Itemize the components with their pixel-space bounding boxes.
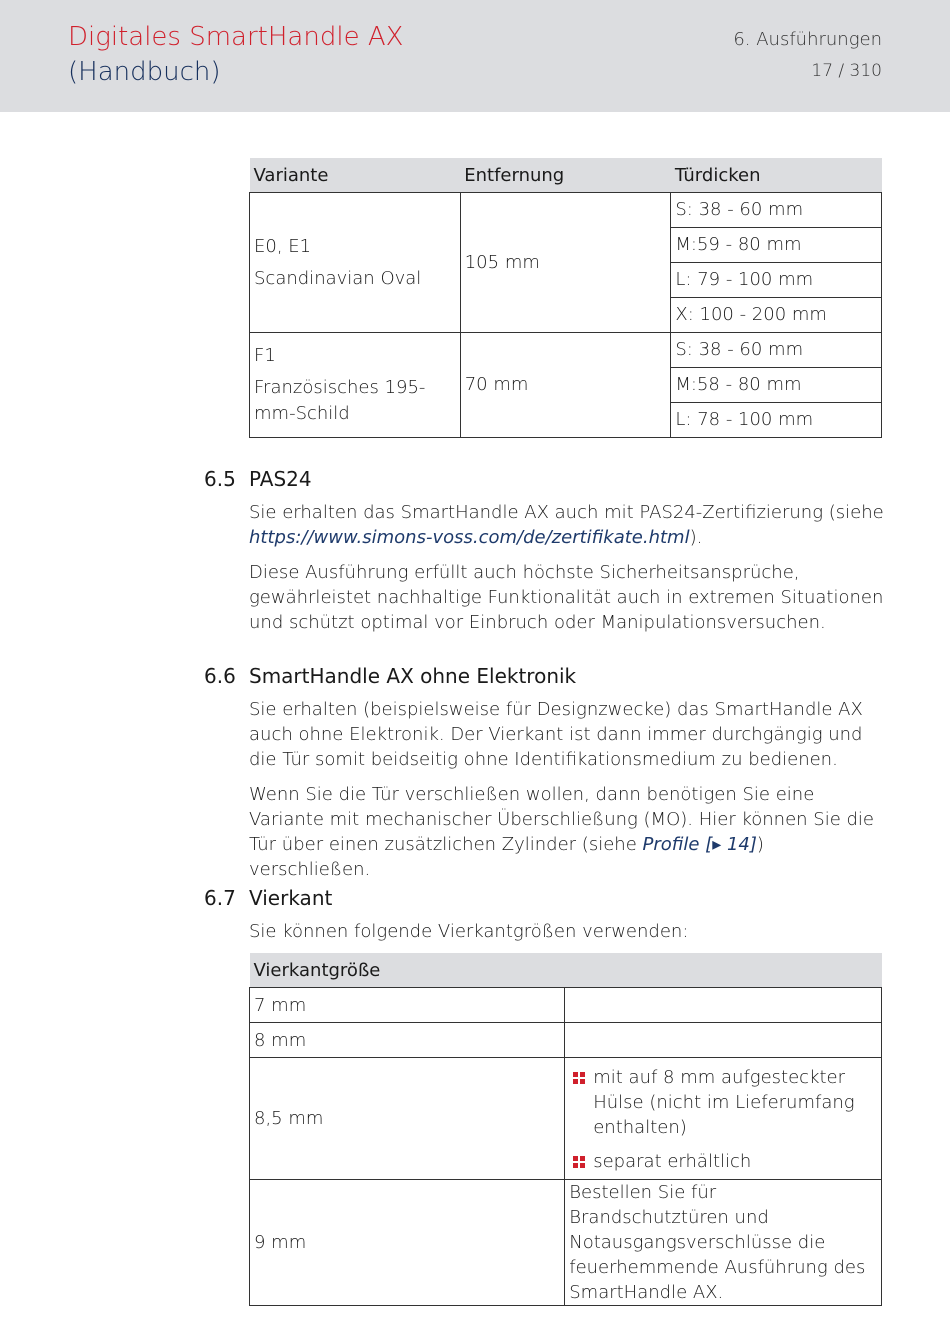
page-number: 17 / 310 xyxy=(811,61,882,81)
note-cell xyxy=(565,988,882,1023)
brand-subtitle: (Handbuch) xyxy=(68,57,221,87)
square-spindle-table xyxy=(249,953,882,1306)
paragraph-text: Sie erhalten das SmartHandle AX auch mit PAS24-Zertifizierung (siehe xyxy=(249,502,884,523)
thickness-cell: L: 78 - 100 mm xyxy=(671,403,882,438)
size-cell: 8 mm xyxy=(250,1023,565,1058)
variant-cell xyxy=(250,193,461,333)
note-cell: Bestellen Sie für Brandschutztüren und Notausgangsverschlüsse die feuerhemmende Ausführung des SmartHandle AX. xyxy=(565,1180,882,1306)
note-cell xyxy=(565,1058,882,1180)
paragraph xyxy=(249,500,889,550)
thickness-cell: M:59 - 80 mm xyxy=(671,228,882,263)
thickness-cell: X: 100 - 200 mm xyxy=(671,298,882,333)
variant-cell xyxy=(250,333,461,438)
table-row xyxy=(250,1058,882,1180)
paragraph: Sie erhalten (beispielsweise für Designzwecke) das SmartHandle AX auch ohne Elektronik. Der Vierkant ist dann immer durchgängig und die Tür somit beidseitig ohne Identifikationsmedium zu bedienen. xyxy=(249,699,863,770)
variant-line: Französisches 195- xyxy=(254,377,426,398)
distance-cell: 70 mm xyxy=(460,333,671,438)
thickness-cell: S: 38 - 60 mm xyxy=(671,193,882,228)
paragraph: Sie können folgende Vierkantgrößen verwenden: xyxy=(249,921,689,942)
section-title: Vierkant xyxy=(249,886,333,910)
thickness-cell: M:58 - 80 mm xyxy=(671,368,882,403)
section-title: PAS24 xyxy=(249,467,312,491)
page-header xyxy=(0,0,950,112)
table-row xyxy=(250,988,882,1023)
list-item xyxy=(573,1065,877,1140)
distance-cell: 105 mm xyxy=(460,193,671,333)
table-row xyxy=(250,1180,882,1306)
variants-table xyxy=(249,158,882,438)
section-title: SmartHandle AX ohne Elektronik xyxy=(249,664,577,688)
table-row xyxy=(250,1023,882,1058)
paragraph-text: ) verschließen. xyxy=(249,834,764,880)
section-number: 6.5 xyxy=(204,467,236,491)
thickness-cell: S: 38 - 60 mm xyxy=(671,333,882,368)
variant-line: E0, E1 xyxy=(254,235,312,257)
table-row xyxy=(250,333,882,368)
paragraph xyxy=(249,782,889,882)
note-cell xyxy=(565,1023,882,1058)
certificate-link[interactable]: https://www.simons-voss.com/de/zertifikate.html xyxy=(249,527,690,548)
column-header-variante: Variante xyxy=(250,158,461,193)
column-header-vierkantgroesse: Vierkantgröße xyxy=(250,953,882,988)
section-number: 6.7 xyxy=(204,886,236,910)
thickness-cell: L: 79 - 100 mm xyxy=(671,263,882,298)
column-header-tuerdicken: Türdicken xyxy=(671,158,882,193)
variant-line: F1 xyxy=(254,345,276,366)
size-cell: 9 mm xyxy=(250,1180,565,1306)
chapter-title: 6. Ausführungen xyxy=(733,29,882,50)
table-header-row xyxy=(250,158,882,193)
paragraph-text: Wenn Sie die Tür verschließen wollen, dann benötigen Sie eine Variante mit mechanischer Überschließung (MO). Hier können Sie die Tür über einen zusätzlichen Zylinder (siehe xyxy=(249,784,874,855)
paragraph-text: ). xyxy=(689,527,703,548)
variant-line: mm-Schild xyxy=(254,403,350,424)
list-item-text: separat erhältlich xyxy=(593,1151,752,1172)
section-number: 6.6 xyxy=(204,664,236,688)
list-item-text: mit auf 8 mm aufgesteckter Hülse (nicht im Lieferumfang enthalten) xyxy=(593,1067,855,1138)
table-header-row xyxy=(250,953,882,988)
bullet-icon xyxy=(573,1156,585,1168)
column-header-entfernung: Entfernung xyxy=(460,158,671,193)
table-row xyxy=(250,193,882,228)
variant-line: Scandinavian Oval xyxy=(254,267,422,289)
list-item xyxy=(573,1149,877,1174)
brand-title: Digitales SmartHandle AX xyxy=(68,22,404,52)
size-cell: 7 mm xyxy=(250,988,565,1023)
profile-link[interactable]: Profile [▸ 14] xyxy=(642,834,757,855)
size-cell: 8,5 mm xyxy=(250,1058,565,1180)
bullet-icon xyxy=(573,1072,585,1084)
paragraph: Diese Ausführung erfüllt auch höchste Sicherheitsansprüche, gewährleistet nachhaltige Funktionalität auch in extremen Situationen und schützt optimal vor Einbruch oder Manipulationsversuchen. xyxy=(249,562,884,633)
